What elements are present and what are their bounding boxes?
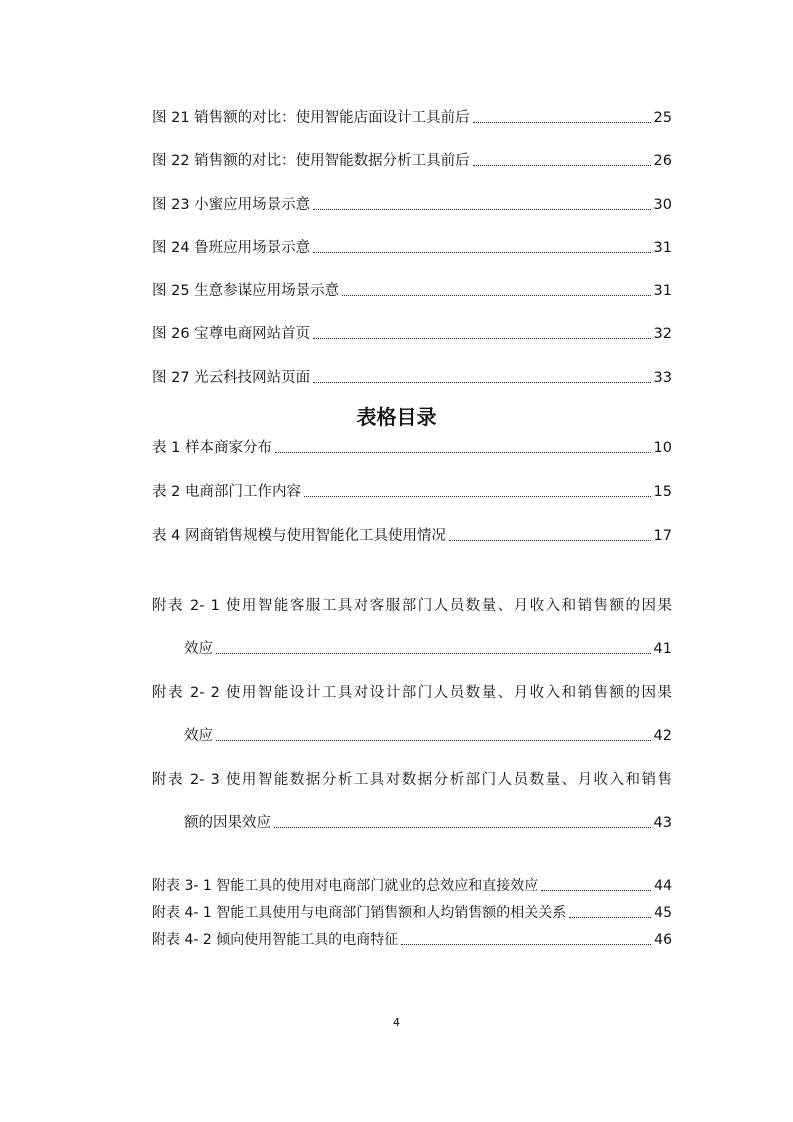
toc-entry-label: 图 22 销售额的对比：使用智能数据分析工具前后	[152, 153, 470, 169]
toc-entry-page: 43	[653, 815, 672, 831]
toc-entry-label: 图 21 销售额的对比：使用智能店面设计工具前后	[152, 110, 470, 126]
toc-entry-page: 31	[653, 283, 672, 299]
toc-entry-label: 表 2 电商部门工作内容	[152, 484, 301, 500]
toc-entry-page: 26	[653, 153, 672, 169]
toc-entry-figure[interactable]	[152, 367, 672, 389]
toc-entry-page: 45	[654, 905, 672, 921]
toc-entry-page: 33	[653, 370, 672, 386]
toc-entry-figure[interactable]	[152, 280, 672, 302]
toc-entry-label: 附表 3- 1 智能工具的使用对电商部门就业的总效应和直接效应	[152, 878, 539, 894]
toc-entry-page: 46	[654, 932, 672, 948]
toc-entry-page: 25	[653, 110, 672, 126]
page-number: 4	[393, 1016, 400, 1029]
dot-leader	[449, 539, 651, 541]
dot-leader	[473, 164, 651, 166]
toc-entry-label: 附表 4- 1 智能工具使用与电商部门销售额和人均销售额的相关关系	[152, 905, 567, 921]
dot-leader	[275, 451, 651, 453]
dot-leader	[473, 121, 651, 123]
toc-entry-page: 30	[653, 197, 672, 213]
toc-entry-label: 图 27 光云科技网站页面	[152, 370, 311, 386]
toc-entry-figure[interactable]	[152, 323, 672, 345]
toc-entry-appendix[interactable]	[152, 929, 672, 951]
toc-entry-page: 10	[653, 440, 672, 456]
dot-leader	[313, 208, 650, 210]
toc-entry-label: 附表 4- 2 倾向使用智能工具的电商特征	[152, 932, 399, 948]
toc-entry-page: 44	[654, 878, 672, 894]
toc-entry-label: 表 4 网商销售规模与使用智能化工具使用情况	[152, 528, 446, 544]
toc-entry-page: 15	[653, 484, 672, 500]
dot-leader	[304, 495, 651, 497]
dot-leader	[216, 652, 651, 654]
toc-entry-appendix[interactable]	[184, 638, 672, 660]
toc-entry-appendix-line[interactable]: 附表 2- 3 使用智能数据分析工具对数据分析部门人员数量、月收入和销售	[152, 772, 672, 788]
toc-entry-figure[interactable]	[152, 107, 672, 129]
toc-entry-figure[interactable]	[152, 194, 672, 216]
toc-entry-appendix[interactable]	[184, 812, 672, 834]
toc-entry-table[interactable]	[152, 437, 672, 459]
dot-leader	[274, 826, 651, 828]
toc-entry-label: 图 26 宝尊电商网站首页	[152, 326, 311, 342]
toc-entry-page: 32	[653, 326, 672, 342]
toc-entry-appendix-line[interactable]: 附表 2- 1 使用智能客服工具对客服部门人员数量、月收入和销售额的因果	[152, 598, 672, 614]
dot-leader	[541, 889, 651, 891]
dot-leader	[313, 337, 650, 339]
toc-entry-label: 图 23 小蜜应用场景示意	[152, 197, 311, 213]
toc-entry-label: 表 1 样本商家分布	[152, 440, 272, 456]
toc-entry-appendix[interactable]	[152, 875, 672, 897]
toc-entry-appendix-line[interactable]: 附表 2- 2 使用智能设计工具对设计部门人员数量、月收入和销售额的因果	[152, 685, 672, 701]
toc-entry-label: 效应	[184, 728, 213, 744]
dot-leader	[569, 916, 651, 918]
toc-entry-figure[interactable]	[152, 150, 672, 172]
dot-leader	[313, 251, 650, 253]
dot-leader	[313, 381, 650, 383]
dot-leader	[401, 943, 651, 945]
toc-entry-table[interactable]	[152, 481, 672, 503]
dot-leader	[342, 294, 650, 296]
section-heading: 表格目录	[356, 405, 437, 429]
toc-entry-label: 图 25 生意参谋应用场景示意	[152, 283, 340, 299]
toc-entry-page: 41	[653, 641, 672, 657]
toc-entry-page: 17	[653, 528, 672, 544]
toc-entry-figure[interactable]	[152, 237, 672, 259]
toc-entry-table[interactable]	[152, 525, 672, 547]
toc-entry-appendix[interactable]	[184, 725, 672, 747]
toc-entry-appendix[interactable]	[152, 902, 672, 924]
toc-entry-page: 31	[653, 240, 672, 256]
toc-entry-label: 额的因果效应	[184, 815, 271, 831]
toc-entry-page: 42	[653, 728, 672, 744]
dot-leader	[216, 739, 651, 741]
toc-entry-label: 效应	[184, 641, 213, 657]
toc-entry-label: 图 24 鲁班应用场景示意	[152, 240, 311, 256]
